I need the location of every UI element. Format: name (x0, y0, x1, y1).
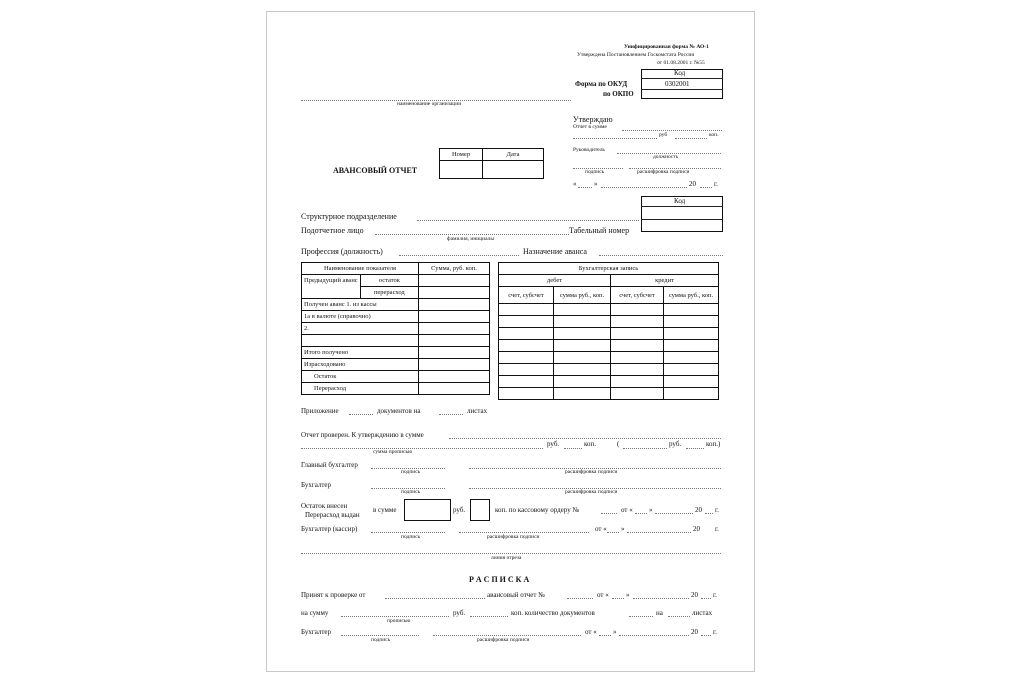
receipt-kop-field[interactable] (470, 616, 508, 617)
approve-rub: руб (659, 132, 668, 138)
verif-paren-open: ( (617, 440, 620, 448)
approve-kop-field[interactable] (675, 138, 707, 139)
cash-order-g: г. (715, 506, 719, 514)
receipt-sheets-field[interactable] (668, 616, 690, 617)
accountant-signature-caption: подпись (401, 489, 421, 495)
cashier-signature-field[interactable] (371, 532, 445, 533)
receipt-report-no-label: авансовый отчет № (487, 591, 545, 599)
cash-order-number-field[interactable] (601, 513, 617, 514)
receipt-on: на (656, 609, 663, 617)
okud-label: Форма по ОКУД (575, 80, 628, 88)
number-cell[interactable] (440, 161, 483, 179)
name-caption: фамилия, инициалы (447, 236, 495, 242)
debit-account-header: счет, субсчет (499, 287, 554, 304)
receipt-report-no-field[interactable] (567, 598, 593, 599)
receipt-amount-label: на сумму (301, 609, 329, 617)
verification-words-field[interactable] (449, 438, 721, 439)
approve-day-field[interactable] (578, 187, 592, 188)
verif-paren-rub: руб. (669, 440, 682, 448)
chief-signature-caption: подпись (401, 469, 421, 475)
verif-paren-rub-field[interactable] (623, 448, 667, 449)
accounting-table (498, 262, 719, 400)
receipt-g: г. (713, 591, 717, 599)
cash-order-month-field[interactable] (655, 513, 693, 514)
cash-order-quote-close: » (649, 506, 653, 514)
accountant-decoding-caption: расшифровка подписи (565, 489, 618, 495)
org-caption: наименование организации (397, 101, 462, 107)
profession-field[interactable] (399, 255, 519, 256)
receipt-sign-date-close: » (613, 628, 617, 636)
verif-paren-kop-field[interactable] (686, 448, 704, 449)
receipt-title: Р А С П И С К А (469, 575, 530, 584)
overspend-label: перерасход (360, 287, 418, 299)
receipt-rub: руб. (453, 609, 466, 617)
cashier-date-close: » (621, 525, 625, 533)
approved-by-label: Утверждена Постановлением Госкомстата России (577, 52, 695, 58)
department-field[interactable] (417, 220, 639, 221)
accountable-field[interactable] (375, 234, 569, 235)
verif-kop: коп. (584, 440, 597, 448)
cashier-date-open: от « (595, 525, 607, 533)
cashier-g: г. (715, 525, 719, 533)
approve-kop: коп. (709, 132, 719, 138)
total-received-sum[interactable] (419, 347, 490, 359)
verification-words-field-2[interactable] (301, 448, 543, 449)
code-header: Код (674, 69, 686, 77)
date-header: Дата (483, 149, 544, 161)
receipt-kop-count: коп. количество документов (511, 609, 595, 617)
signature-caption: подпись (585, 169, 605, 175)
receipt-sign-month-field[interactable] (619, 635, 689, 636)
prev-advance-label: Предыдущий аванс (302, 275, 361, 287)
overspent-sum[interactable] (419, 383, 490, 395)
cashier-signature-caption: подпись (401, 534, 421, 540)
amount-rub-box[interactable] (404, 499, 451, 521)
approve-rub-field[interactable] (573, 138, 657, 139)
purpose-field[interactable] (599, 255, 723, 256)
cashier-day-field[interactable] (607, 532, 619, 533)
approve-year-field[interactable] (700, 187, 712, 188)
number-header: Номер (440, 149, 483, 161)
approve-month-field[interactable] (601, 187, 687, 188)
receipt-sign-date-open: от « (585, 628, 597, 636)
credit-header: кредит (611, 275, 719, 287)
received-label: Получен аванс 1. из кассы (302, 299, 419, 311)
verif-kop-field[interactable] (564, 448, 582, 449)
approve-amount-field[interactable] (622, 130, 722, 131)
overspend-sum[interactable] (419, 287, 490, 299)
accountable-label: Подотчетное лицо (301, 226, 364, 235)
balance-sum[interactable] (419, 275, 490, 287)
approved-date-label: от 01.08.2001 г. №55 (657, 60, 705, 66)
position-caption: должность (653, 154, 679, 160)
receipt-date-open: от « (597, 591, 609, 599)
receipt-day-field[interactable] (612, 598, 624, 599)
receipt-sign-day-field[interactable] (599, 635, 611, 636)
attachment-sheets-field[interactable] (439, 414, 463, 415)
department-label: Структурное подразделение (301, 212, 397, 221)
okud-value: 0302001 (665, 80, 690, 88)
approve-date-open: « (573, 180, 577, 188)
debit-header: дебет (499, 275, 611, 287)
cashier-month-field[interactable] (627, 532, 691, 533)
amount-kop-box[interactable] (470, 499, 490, 521)
okpo-label: по ОКПО (603, 90, 634, 98)
currency-label: 1а в валюте (справочно) (302, 311, 419, 323)
tab-code-header: Код (674, 197, 686, 205)
cash-order-year: 20 (695, 506, 702, 514)
cash-order-label: коп. по кассовому ордеру № (495, 506, 580, 514)
chief-label: Главный бухгалтер (301, 461, 358, 469)
number-date-table (439, 148, 544, 179)
receipt-date-close: » (626, 591, 630, 599)
receipt-decoding-field[interactable] (433, 635, 581, 636)
cut-line-caption: линия отреза (491, 555, 522, 561)
verification-label: Отчет проверен. К утверждению в сумме (301, 431, 424, 439)
cash-order-from: от « (621, 506, 633, 514)
approve-year-suffix: г. (714, 180, 718, 188)
approve-date-close: » (594, 180, 598, 188)
receipt-year-field[interactable] (701, 598, 711, 599)
cashier-decoding-caption: расшифровка подписи (487, 534, 540, 540)
purpose-label: Назначение аванса (523, 247, 587, 256)
blank-sum[interactable] (419, 335, 490, 347)
credit-amount-header: сумма руб., коп. (664, 287, 719, 304)
receipt-signature-field[interactable] (341, 635, 419, 636)
decoding-caption: расшифровка подписи (637, 169, 690, 175)
balance-in-label: Остаток внесен (301, 502, 348, 510)
attachment-sheets-label: листах (467, 407, 488, 415)
sum-header: Сумма, руб. коп. (419, 263, 490, 275)
receipt-sign-g: г. (713, 628, 717, 636)
chief-decoding-caption: расшифровка подписи (565, 469, 618, 475)
currency-sum[interactable] (419, 311, 490, 323)
cut-line (301, 553, 721, 554)
date-cell[interactable] (483, 161, 544, 179)
report-title: АВАНСОВЫЙ ОТЧЕТ (333, 166, 418, 175)
profession-label: Профессия (должность) (301, 247, 383, 256)
receipt-amount-field[interactable] (341, 616, 449, 617)
cashier-label: Бухгалтер (кассир) (301, 525, 358, 533)
approve-amount-label: Отчет в сумме (573, 124, 607, 130)
attachment-label: Приложение (301, 407, 339, 415)
accounting-header: Бухгалтерская запись (499, 263, 719, 275)
approve-title: Утверждаю (573, 115, 613, 124)
remainder-sum[interactable] (419, 371, 490, 383)
two-label: 2. (302, 323, 419, 335)
head-label: Руководитель (573, 147, 605, 153)
attachment-docs-label: документов на (377, 407, 421, 415)
verif-paren-kop: коп.) (706, 440, 721, 448)
receipt-accepted-label: Принят к проверке от (301, 591, 366, 599)
words-caption: сумма прописью (373, 449, 413, 455)
receipt-words-caption: прописью (387, 618, 411, 624)
tab-number-label: Табельный номер (569, 226, 630, 235)
cash-order-year-field[interactable] (705, 513, 713, 514)
receipt-from-field[interactable] (385, 598, 485, 599)
receipt-sign-year-field[interactable] (701, 635, 711, 636)
overspent-label: Перерасход (302, 383, 419, 395)
cashier-decoding-field[interactable] (459, 532, 589, 533)
in-amount-label: в сумме (373, 506, 397, 514)
form-sheet (266, 11, 755, 672)
two-sum[interactable] (419, 323, 490, 335)
cashier-year: 20 (693, 525, 700, 533)
receipt-decoding-caption: расшифровка подписи (477, 637, 530, 643)
amount-rub-label: руб. (453, 506, 466, 514)
receipt-docs-field[interactable] (629, 616, 653, 617)
spent-label: Израсходовано (302, 359, 419, 371)
total-received-label: Итого получено (302, 347, 419, 359)
verif-rub: руб. (547, 440, 560, 448)
balance-label: остаток (360, 275, 418, 287)
receipt-signature-caption: подпись (371, 637, 391, 643)
overspend-out-label: Перерасход выдан (305, 511, 360, 519)
receipt-month-field[interactable] (633, 598, 689, 599)
received-sum[interactable] (419, 299, 490, 311)
receipt-accountant-label: Бухгалтер (301, 628, 332, 636)
approve-year-prefix: 20 (689, 180, 696, 188)
indicator-header: Наименование показателя (302, 263, 419, 275)
cash-order-day-field[interactable] (635, 513, 647, 514)
remainder-label: Остаток (302, 371, 419, 383)
receipt-year: 20 (691, 591, 698, 599)
spent-sum[interactable] (419, 359, 490, 371)
credit-account-header: счет, субсчет (611, 287, 664, 304)
indicators-table (301, 262, 490, 395)
receipt-sheets: листах (692, 609, 713, 617)
debit-amount-header: сумма руб., коп. (554, 287, 611, 304)
unified-form-label: Унифицированная форма № АО-1 (624, 44, 709, 50)
attachment-docs-field[interactable] (349, 414, 373, 415)
accountant-label: Бухгалтер (301, 481, 332, 489)
receipt-sign-year: 20 (691, 628, 698, 636)
